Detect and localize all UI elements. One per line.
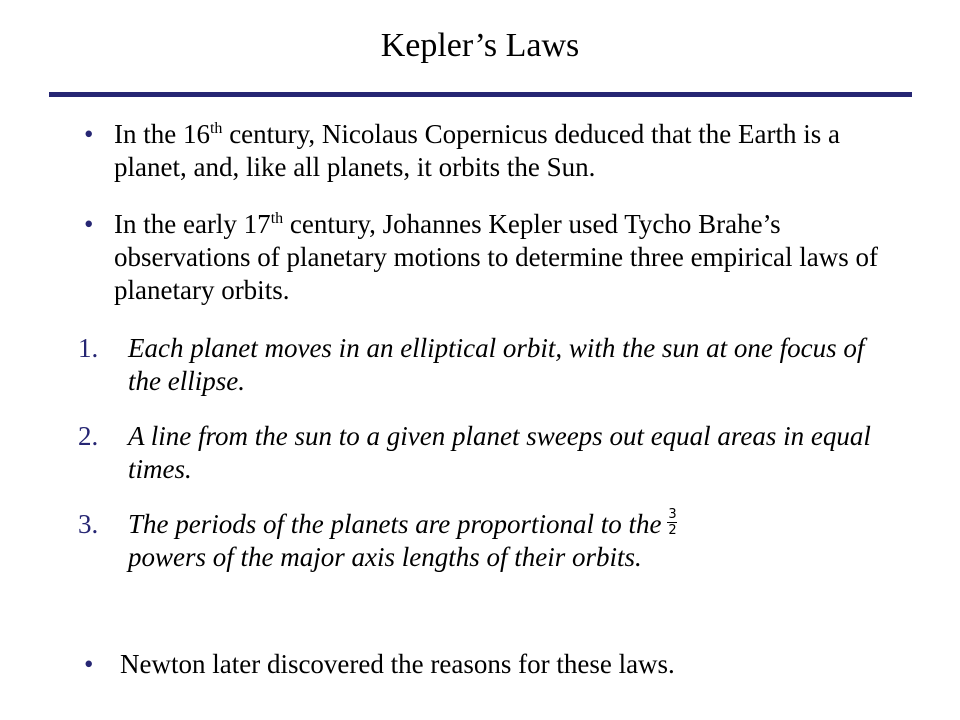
bullet-text: In the 16th century, Nicolaus Copernicus deduced that the Earth is a planet, and, like all planets, it orbits the Sun. [114, 119, 840, 182]
bullet-kepler [84, 208, 904, 307]
law-2 [78, 420, 904, 486]
law-text: The periods of the planets are proportional to the $\frac{3}{2}$ powers of the major axis lengths of their orbits. [128, 507, 677, 573]
bullet-copernicus [84, 118, 904, 184]
bullet-text: In the early 17th century, Johannes Kepler used Tycho Brahe’s observations of planetary motions to determine three empirical laws of planetary orbits. [114, 209, 879, 305]
law-text: Each planet moves in an elliptical orbit, with the sun at one focus of the ellipse. [128, 333, 865, 396]
bullet-marker: • [84, 209, 94, 239]
bullet-marker: • [84, 649, 94, 679]
bullet-newton [84, 648, 904, 681]
three-halves-fraction: $\frac{3}{2}$ [668, 507, 677, 539]
title-divider [49, 92, 912, 97]
law-number: 3. [78, 509, 99, 539]
law-number: 1. [78, 333, 99, 363]
bullet-marker: • [84, 119, 94, 149]
law-text: A line from the sun to a given planet sweeps out equal areas in equal times. [128, 421, 871, 484]
page-title: Kepler’s Laws [380, 27, 580, 64]
law-3 [78, 507, 904, 574]
bullet-text: Newton later discovered the reasons for these laws. [120, 649, 675, 679]
law-number: 2. [78, 421, 99, 451]
law-1 [78, 332, 904, 398]
